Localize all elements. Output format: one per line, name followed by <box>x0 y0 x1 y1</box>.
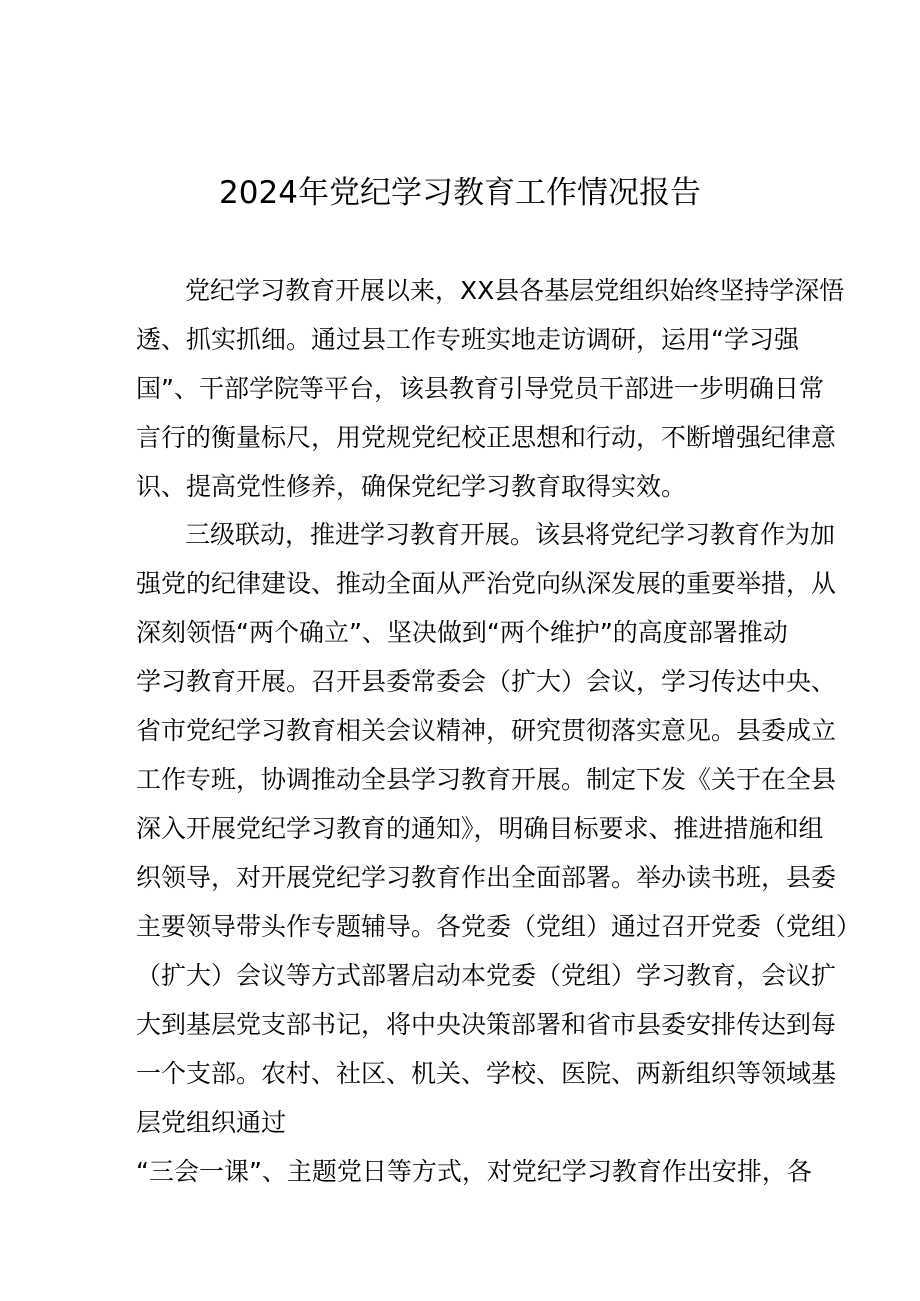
paragraph-2-line-1: 三级联动，推进学习教育开展。该县将党纪学习教育作为加 <box>185 520 836 549</box>
paragraph-1-line-5: 识、提高党性修养，确保党纪学习教育取得实效。 <box>136 472 687 501</box>
paragraph-2-line-4: 学习教育开展。召开县委常委会（扩大）会议，学习传达中央、 <box>136 667 837 696</box>
paragraph-2-line-9: 主要领导带头作专题辅导。各党委（党组）通过召开党委（党组） <box>136 912 862 941</box>
paragraph-2-line-3: 深刻领悟“两个确立”、坚决做到“两个维护”的高度部署推动 <box>136 618 788 647</box>
document-title: 2024年党纪学习教育工作情况报告 <box>219 175 701 211</box>
paragraph-2-line-12: 一个支部。农村、社区、机关、学校、医院、两新组织等领域基 <box>136 1059 837 1088</box>
paragraph-2-line-13: 层党组织通过 <box>136 1108 287 1137</box>
paragraph-2-line-14: “三会一课”、主题党日等方式，对党纪学习教育作出安排，各 <box>136 1157 812 1186</box>
paragraph-1-line-4: 言行的衡量标尺，用党规党纪校正思想和行动，不断增强纪律意 <box>136 423 837 452</box>
paragraph-2-line-7: 深入开展党纪学习教育的通知》，明确目标要求、推进措施和组 <box>136 814 824 843</box>
paragraph-1-line-3: 国”、干部学院等平台，该县教育引导党员干部进一步明确日常 <box>136 374 824 403</box>
paragraph-1-line-2: 透、抓实抓细。通过县工作专班实地走访调研，运用“学习强 <box>136 325 799 354</box>
paragraph-2-line-10: （扩大）会议等方式部署启动本党委（党组）学习教育，会议扩 <box>136 961 837 990</box>
paragraph-2-line-6: 工作专班，协调推动全县学习教育开展。制定下发《关于在全县 <box>136 765 837 794</box>
paragraph-2-line-8: 织领导，对开展党纪学习教育作出全面部署。举办读书班，县委 <box>136 863 837 892</box>
paragraph-2-line-5: 省市党纪学习教育相关会议精神，研究贯彻落实意见。县委成立 <box>136 716 837 745</box>
paragraph-2-line-2: 强党的纪律建设、推动全面从严治党向纵深发展的重要举措，从 <box>136 569 837 598</box>
paragraph-2-line-11: 大到基层党支部书记，将中央决策部署和省市县委安排传达到每 <box>136 1010 837 1039</box>
paragraph-1-line-1: 党纪学习教育开展以来，XX县各基层党组织始终坚持学深悟 <box>185 276 845 305</box>
